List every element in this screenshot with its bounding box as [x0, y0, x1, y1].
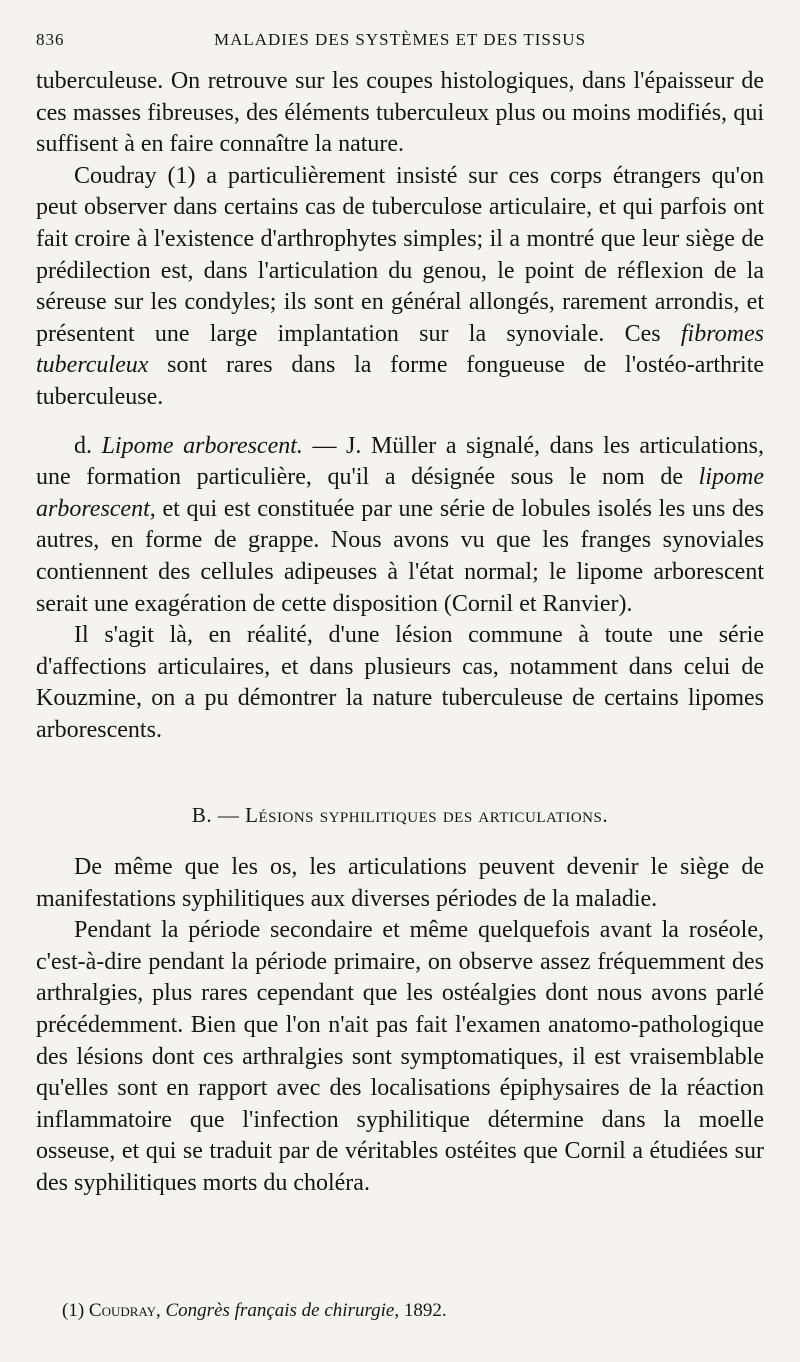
paragraph-3-emphasis-1: Lipome arborescent.: [101, 432, 303, 459]
paragraph-5: De même que les os, les articulations peuvent devenir le siège de manifestations syphilitiques aux diverses périodes de la maladie.: [36, 854, 764, 912]
paragraph-3-emphasis-2: lipome arborescent,: [36, 464, 764, 522]
section-heading-a: B. — L: [191, 803, 259, 828]
paragraph-3-text-a: d.: [74, 432, 102, 459]
body-text: [36, 66, 764, 1200]
paragraph-2-emphasis: fibromes tuberculeux: [36, 320, 764, 379]
paragraph-2-text-b: sont rares dans la forme fongueuse de l'ostéo-arthrite tuberculeuse.: [36, 352, 764, 410]
footnote-year: , 1892.: [394, 1300, 447, 1321]
paragraph-6: Pendant la période secondaire et même quelquefois avant la roséole, c'est-à-dire pendant la période primaire, on observe assez fréquemment des arthralgies, plus rares cependant que les ostéalgies dont nous avons parlé précédemment. Bien que l'on n'ait pas fait l'examen anatomo-pathologique des lésions dont ces arthralgies sont symptomatiques, il est vraisemblable qu'elles sont en rapport avec des localisations épiphysaires de la réaction inflammatoire que l'infection syphilitique détermine dans la moelle osseuse, et qui se traduit par de véritables ostéites que Cornil a étudiées sur des syphilitiques morts du choléra.: [36, 917, 764, 1196]
footnote-marker: (1): [62, 1300, 89, 1321]
paragraph-3-text-b: — J. Müller a signalé, dans les articulations, une formation particulière, qu'il a désignée sous le nom de: [36, 432, 765, 491]
paragraph-2: [36, 161, 764, 414]
page-number: 836: [36, 30, 65, 49]
footnote-work: Congrès français de chirurgie: [165, 1300, 395, 1321]
paragraph-2-text-a: Coudray (1) a particulièrement insisté sur ces corps étrangers qu'on peut observer dans certains cas de tuberculose articulaire, et qui parfois ont fait croire à l'existence d'arthrophytes simples; il a montré que leur siège de prédilection est, dans l'articulation du genou, le point de réflexion de la séreuse sur les condyles; ils sont en général allongés, rarement arrondis, et présentent une large implantation sur la synoviale. Ces: [36, 162, 764, 347]
footnote-separator: ,: [156, 1300, 166, 1321]
paragraph-4: Il s'agit là, en réalité, d'une lésion commune à toute une série d'affections articulaires, et dans plusieurs cas, notamment dans celui de Kouzmine, on a pu démontrer la nature tuberculeuse de certains lipomes arborescents.: [36, 622, 764, 743]
paragraph-3: [36, 431, 764, 621]
paragraph-3-text-c: et qui est constituée par une série de lobules isolés les uns des autres, en forme de grappe. Nous avons vu que les franges synoviales contiennent des cellules adipeuses à l'état normal; le lipome arborescent serait une exagération de cette disposition (Cornil et Ranvier).: [36, 495, 764, 617]
paragraph-1: tuberculeuse. On retrouve sur les coupes histologiques, dans l'épaisseur de ces masses fibreuses, des éléments tuberculeux plus ou moins modifiés, qui suffisent à en faire connaître la nature.: [36, 68, 764, 158]
footnote: [62, 1300, 447, 1322]
section-heading: [36, 800, 764, 832]
running-head: [36, 30, 764, 60]
footnote-author: Coudray: [88, 1300, 156, 1321]
running-title: MALADIES DES SYSTÈMES ET DES TISSUS: [213, 30, 587, 49]
section-heading-b: ésions syphilitiques des articulations.: [258, 803, 609, 828]
